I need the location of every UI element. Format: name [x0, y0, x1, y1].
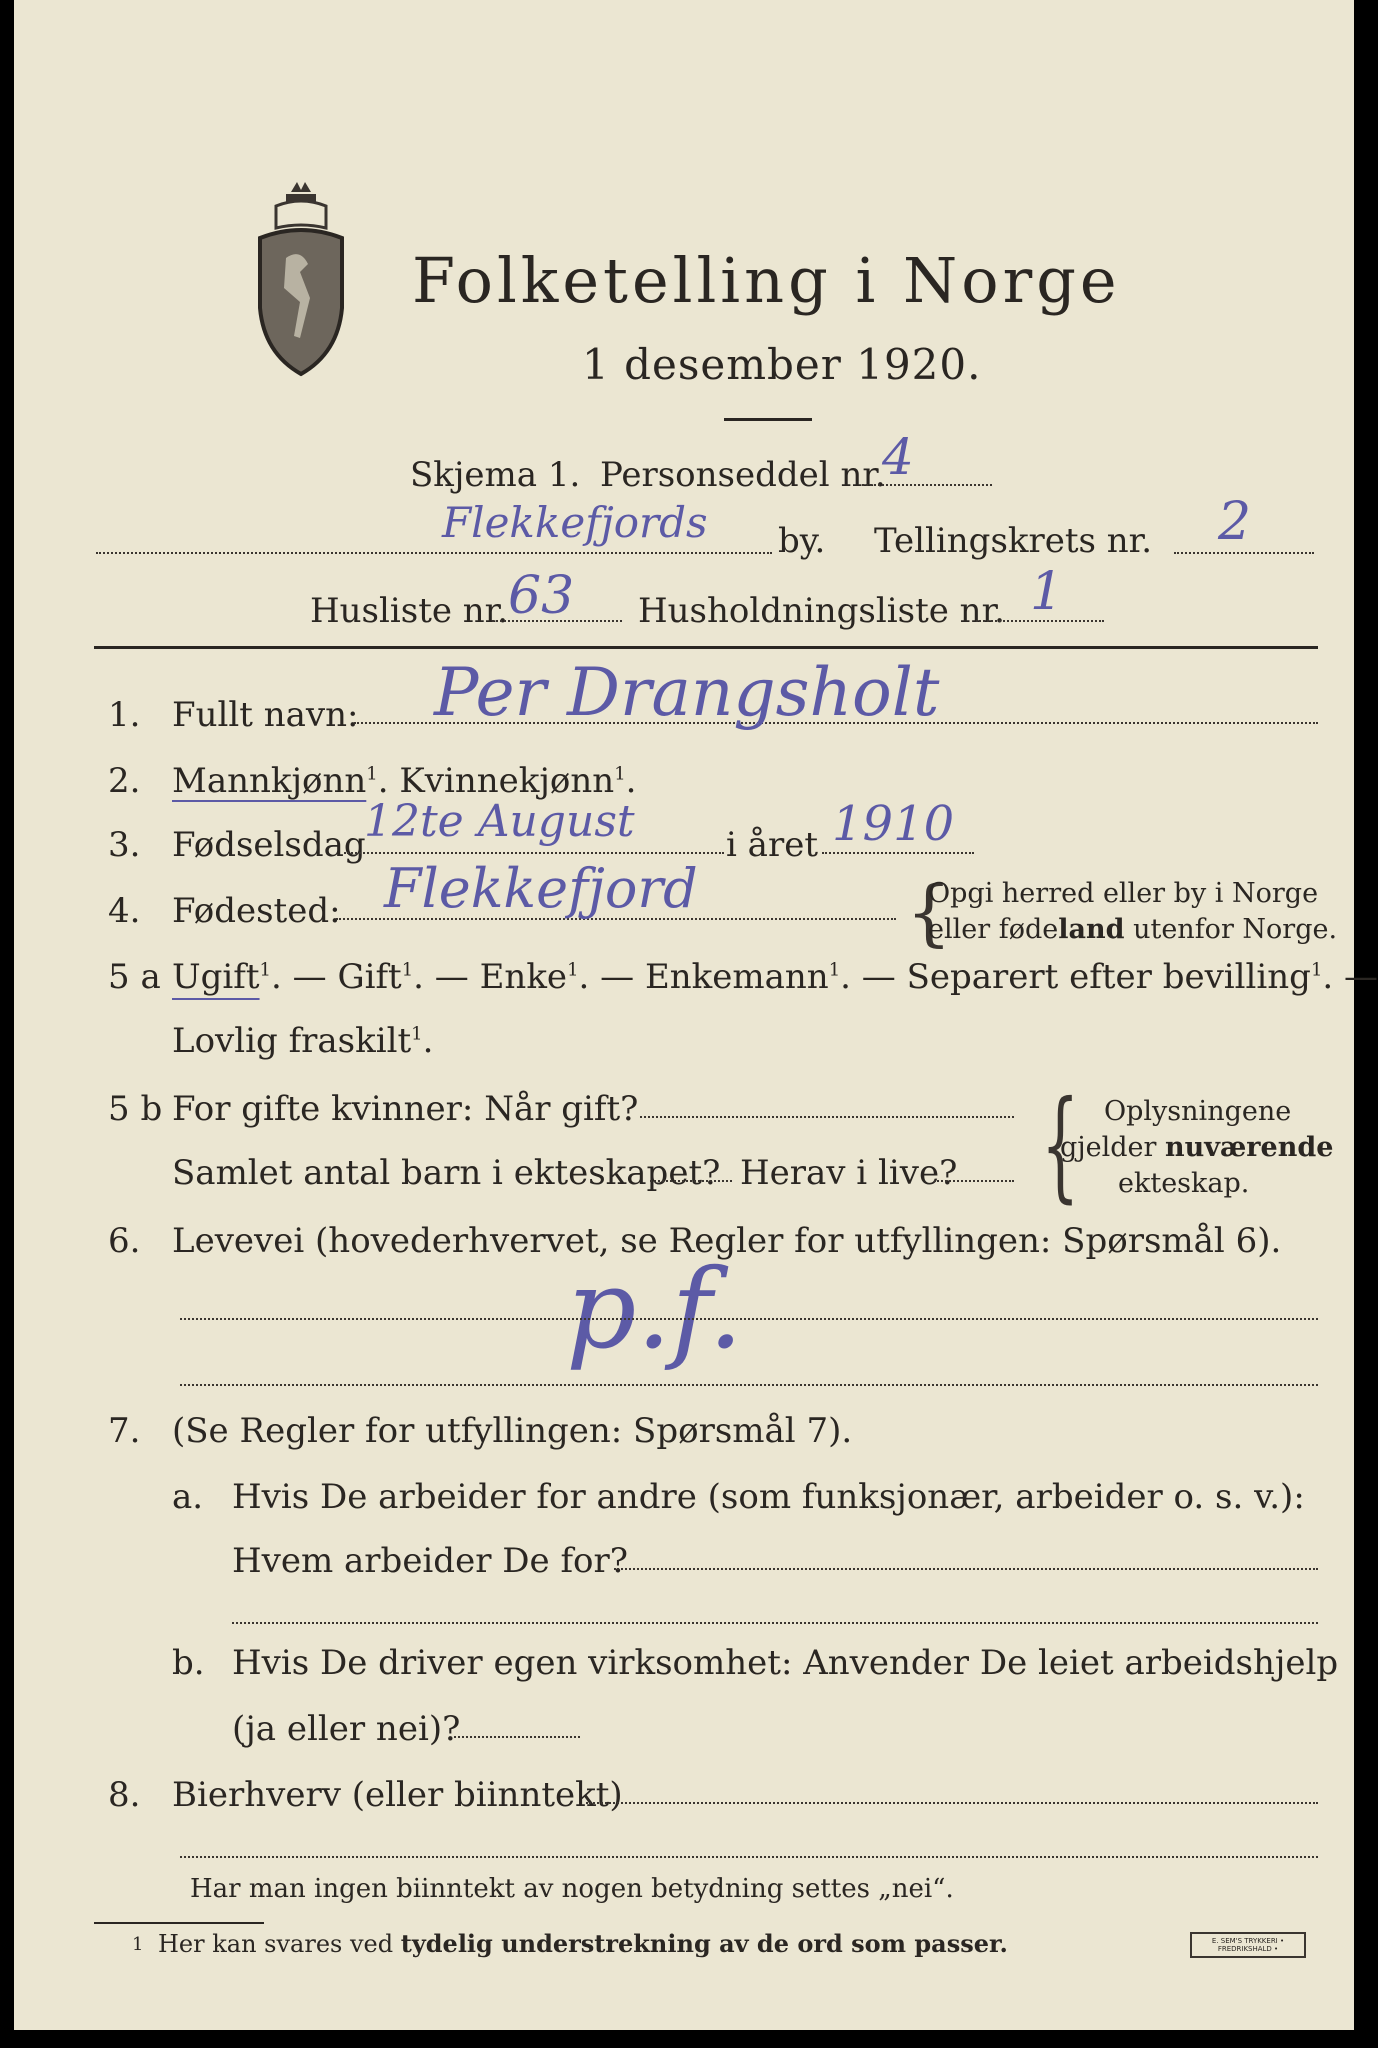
q5b-line1 — [640, 1116, 1014, 1118]
q6-label: Levevei (hovederhvervet, se Regler for utfyllingen: Spørsmål 6). — [172, 1221, 1282, 1261]
personseddel-line — [862, 484, 992, 486]
q5b-label3: Herav i live? — [740, 1153, 958, 1193]
q6-number: 6. — [108, 1221, 141, 1261]
q1-number: 1. — [108, 695, 141, 735]
q8-note: Har man ingen biinntekt av nogen betydning settes „nei“. — [190, 1874, 954, 1904]
dash: — — [600, 957, 635, 997]
q5b-number: 5 b — [108, 1089, 163, 1129]
q3-day-line — [344, 852, 724, 854]
q1-label: Fullt navn: — [172, 695, 359, 735]
q5b-note1: Oplysningene — [1104, 1096, 1292, 1127]
tellingskrets-label: Tellingskrets nr. — [874, 521, 1153, 561]
by-value[interactable]: Flekkefjords — [442, 498, 708, 547]
q2-options: Mannkjønn$^1$. Kvinnekjønn$^1$. — [172, 761, 637, 801]
tellingskrets-value[interactable]: 2 — [1218, 492, 1252, 552]
footnote-divider — [94, 1922, 264, 1924]
skjema-label: Skjema 1. — [410, 455, 581, 495]
q6-value[interactable]: p.f. — [566, 1245, 744, 1373]
q4-note-line2 — [928, 916, 1337, 943]
q3-year-line — [822, 852, 974, 854]
q1-value[interactable]: Per Drangsholt — [434, 654, 940, 731]
fraskilt-option[interactable]: Lovlig fraskilt — [172, 1021, 412, 1061]
husholdning-label: Husholdningsliste nr. — [638, 591, 1005, 631]
q7a-text2: Hvem arbeider De for? — [232, 1541, 628, 1581]
title-divider — [724, 418, 812, 421]
ugift-option[interactable]: Ugift — [172, 957, 260, 997]
form-title: Folketelling i Norge — [412, 244, 1121, 317]
separert-option[interactable]: Separert efter bevilling — [906, 957, 1311, 997]
q4-note-part-a: eller føde — [928, 914, 1059, 945]
q7a-line2 — [232, 1622, 1318, 1624]
husliste-value[interactable]: 63 — [508, 566, 575, 626]
by-line — [96, 552, 772, 554]
q5b-note2-a: gjelder — [1060, 1132, 1166, 1163]
q4-note-part-b: land — [1058, 914, 1125, 945]
enke-option[interactable]: Enke — [479, 957, 568, 997]
q2-number: 2. — [108, 761, 141, 801]
q3-day-value[interactable]: 12te August — [364, 796, 635, 847]
q4-value[interactable]: Flekkefjord — [384, 857, 698, 920]
q5b-note2-b: nuværende — [1165, 1132, 1334, 1163]
q6-line1 — [180, 1318, 1318, 1320]
q7a-letter: a. — [172, 1477, 204, 1517]
enkemann-option[interactable]: Enkemann — [644, 957, 829, 997]
q5b-note2 — [1060, 1134, 1333, 1161]
dash: — — [861, 957, 896, 997]
q5a-options-line2: Lovlig fraskilt$^1$. — [172, 1021, 434, 1061]
q4-label: Fødested: — [172, 891, 341, 931]
q7b-letter: b. — [172, 1643, 205, 1683]
q3-year-value[interactable]: 1910 — [832, 796, 955, 852]
tellingskrets-line — [1174, 552, 1314, 554]
husliste-label: Husliste nr. — [310, 591, 509, 631]
q5b-label2: Samlet antal barn i ekteskapet? — [172, 1153, 721, 1193]
mannkjonn-option[interactable]: Mannkjønn — [172, 761, 367, 801]
q8-line1 — [586, 1802, 1318, 1804]
header-divider — [94, 646, 1318, 649]
q5b-bracket: { — [1041, 1076, 1080, 1215]
q7b-text: Hvis De driver egen virksomhet: Anvender De leiet arbeidshjelp — [232, 1643, 1339, 1683]
footnote-text-a: Her kan svares ved — [158, 1930, 401, 1958]
q2-mann-sup: 1 — [366, 763, 378, 785]
q4-number: 4. — [108, 891, 141, 931]
q7b-line — [454, 1736, 580, 1738]
q7-label: (Se Regler for utfyllingen: Spørsmål 7). — [172, 1411, 853, 1451]
census-date: 1 desember 1920. — [582, 340, 982, 389]
q8-label: Bierhverv (eller biinntekt) — [172, 1775, 623, 1815]
footnote-text-b: tydelig understrekning av de ord som passer. — [400, 1929, 1008, 1958]
q3-year-label: i året — [726, 825, 818, 865]
gift-option[interactable]: Gift — [337, 957, 402, 997]
q5b-note3: ekteskap. — [1118, 1168, 1250, 1199]
kvinnekjonn-option[interactable]: Kvinnekjønn — [399, 761, 615, 801]
q5b-label1: For gifte kvinner: Når gift? — [172, 1089, 639, 1129]
q7b-text2: (ja eller nei)? — [232, 1709, 461, 1749]
q5b-line2 — [650, 1180, 732, 1182]
husholdning-value[interactable]: 1 — [1030, 562, 1064, 622]
personseddel-label: Personseddel nr. — [600, 455, 886, 495]
footnote-number: 1 — [132, 1934, 144, 1955]
q5a-options: Ugift$^1$. — Gift$^1$. — Enke$^1$. — Enkemann$^1$. — Separert efter bevilling$^1$. — — [172, 957, 1378, 997]
dash: — — [434, 957, 469, 997]
q3-number: 3. — [108, 825, 141, 865]
q4-bracket: { — [906, 870, 952, 954]
dash: — — [292, 957, 327, 997]
q7a-text: Hvis De arbeider for andre (som funksjonær, arbeider o. s. v.): — [232, 1477, 1305, 1517]
q2-kvinne-sup: 1 — [614, 763, 626, 785]
q7-number: 7. — [108, 1411, 141, 1451]
q3-label: Fødselsdag — [172, 825, 366, 865]
personseddel-value[interactable]: 4 — [882, 428, 914, 486]
coat-of-arms-icon — [246, 178, 356, 378]
q8-line2 — [180, 1856, 1318, 1858]
by-label: by. — [778, 521, 826, 561]
q6-line2 — [180, 1384, 1318, 1386]
q8-number: 8. — [108, 1775, 141, 1815]
dash: — — [1344, 957, 1378, 997]
q5a-number: 5 a — [108, 957, 161, 997]
q4-note-line1: Opgi herred eller by i Norge — [928, 878, 1319, 909]
printer-mark: E. SEM'S TRYKKERI • FREDRIKSHALD • — [1211, 1937, 1285, 1953]
q7a-line1 — [614, 1568, 1318, 1570]
q4-note-part-c: utenfor Norge. — [1124, 914, 1338, 945]
q5b-line3 — [934, 1180, 1014, 1182]
census-form-sheet — [14, 0, 1378, 2030]
footnote-text — [158, 1929, 1008, 1958]
